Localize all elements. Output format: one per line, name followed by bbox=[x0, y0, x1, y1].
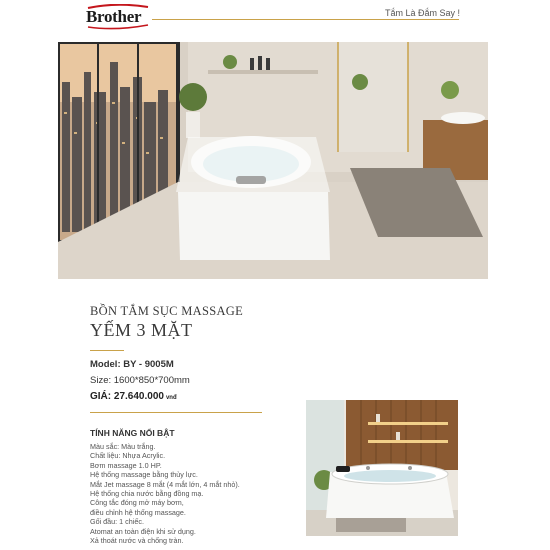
detail-illustration bbox=[306, 400, 458, 536]
product-price bbox=[90, 391, 177, 402]
title-divider bbox=[90, 350, 124, 351]
hero-photo bbox=[58, 42, 488, 279]
tagline: Tắm Là Đắm Say ! bbox=[385, 8, 461, 18]
hero-illustration bbox=[58, 42, 488, 279]
product-model: Model: BY - 9005M bbox=[90, 359, 174, 370]
features-title: TÍNH NĂNG NỔI BẬT bbox=[90, 428, 175, 438]
header-divider bbox=[152, 19, 459, 20]
feature-item: Hệ thống massage bằng thủy lực. bbox=[90, 470, 198, 480]
feature-item: Xả thoát nước và chống tràn. bbox=[90, 536, 184, 546]
price-divider bbox=[90, 412, 262, 413]
detail-photo bbox=[306, 400, 458, 536]
product-name: YẾM 3 MẶT bbox=[90, 320, 193, 340]
feature-item: Công tắc đóng mở máy bơm, bbox=[90, 498, 184, 508]
feature-item: Màu sắc: Màu trắng. bbox=[90, 442, 156, 451]
brand-logo[interactable] bbox=[86, 4, 150, 30]
feature-item: Mắt Jet massage 8 mắt (4 mắt lớn, 4 mắt nhỏ). bbox=[90, 479, 240, 489]
feature-item: Bơm massage 1.0 HP. bbox=[90, 460, 162, 470]
feature-item: Atomat an toàn điện khi sử dụng. bbox=[90, 526, 196, 536]
feature-item: điều chỉnh hệ thống massage. bbox=[90, 507, 186, 517]
logo-text: Brother bbox=[86, 7, 142, 26]
feature-item: Chất liệu: Nhựa Acrylic. bbox=[90, 451, 166, 461]
price-value: GIÁ: 27.640.000 bbox=[90, 391, 164, 402]
features-list bbox=[90, 442, 240, 545]
feature-item: Hệ thống chia nước bằng đồng mạ. bbox=[90, 489, 204, 499]
feature-item: Gối đầu: 1 chiếc. bbox=[90, 517, 144, 527]
product-size: Size: 1600*850*700mm bbox=[90, 375, 190, 386]
product-category: BỒN TẮM SỤC MASSAGE bbox=[90, 304, 244, 318]
price-unit: vnđ bbox=[165, 395, 177, 401]
